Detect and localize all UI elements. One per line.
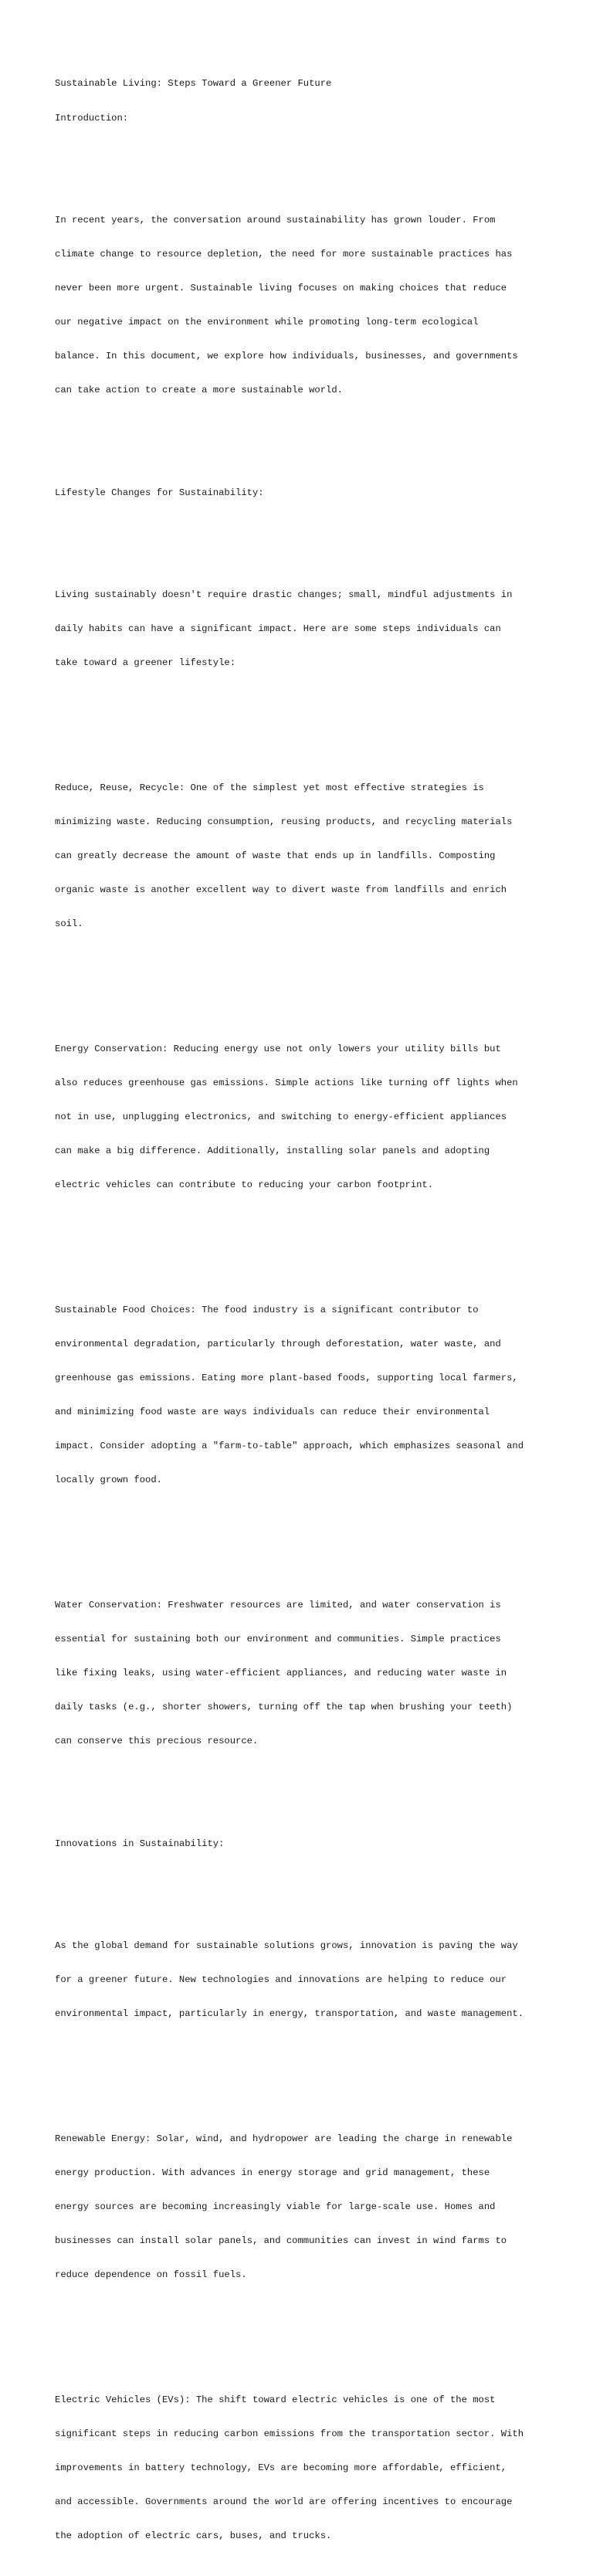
paragraph-line: also reduces greenhouse gas emissions. Simple actions like turning off lights when xyxy=(55,1077,518,1088)
paragraph-line: can make a big difference. Additionally, installing solar panels and adopting xyxy=(55,1145,490,1157)
paragraph-line: balance. In this document, we explore how individuals, businesses, and governments xyxy=(55,351,518,362)
innovations-heading: Innovations in Sustainability: xyxy=(55,1838,225,1849)
paragraph-line: Electric Vehicles (EVs): The shift toward electric vehicles is one of the most xyxy=(55,2394,496,2406)
paragraph-line: like fixing leaks, using water-efficient appliances, and reducing water waste in xyxy=(55,1668,507,1679)
paragraph-line: businesses can install solar panels, and communities can invest in wind farms to xyxy=(55,2235,507,2247)
paragraph-line: daily tasks (e.g., shorter showers, turning off the tap when brushing your teeth) xyxy=(55,1702,513,1713)
paragraph-line: Reduce, Reuse, Recycle: One of the simplest yet most effective strategies is xyxy=(55,782,484,793)
paragraph-line: energy sources are becoming increasingly viable for large-scale use. Homes and xyxy=(55,2201,496,2213)
paragraph-line: reduce dependence on fossil fuels. xyxy=(55,2269,247,2281)
paragraph-line: locally grown food. xyxy=(55,1475,162,1486)
paragraph-line: minimizing waste. Reducing consumption, reusing products, and recycling materials xyxy=(55,816,513,827)
paragraph-line: In recent years, the conversation around sustainability has grown louder. From xyxy=(55,214,496,226)
paragraph-line: and accessible. Governments around the world are offering incentives to encourage xyxy=(55,2496,513,2508)
paragraph-line: not in use, unplugging electronics, and switching to energy-efficient appliances xyxy=(55,1112,507,1123)
intro-heading: Introduction: xyxy=(55,112,129,124)
innovations-intro-paragraph xyxy=(55,1918,549,2043)
paragraph-line: our negative impact on the environment while promoting long-term ecological xyxy=(55,317,479,328)
paragraph-line: significant steps in reducing carbon emissions from the transportation sector. With xyxy=(55,2428,524,2440)
lifestyle-heading: Lifestyle Changes for Sustainability: xyxy=(55,487,264,498)
document-title: Sustainable Living: Steps Toward a Greener Future xyxy=(55,78,332,90)
water-conservation-paragraph xyxy=(55,1577,549,1770)
paragraph-line: electric vehicles can contribute to reducing your carbon footprint. xyxy=(55,1179,434,1191)
paragraph-line: Sustainable Food Choices: The food industry is a significant contributor to xyxy=(55,1304,479,1315)
paragraph-line: Living sustainably doesn't require drastic changes; small, mindful adjustments in xyxy=(55,589,513,600)
paragraph-line: Energy Conservation: Reducing energy use not only lowers your utility bills but xyxy=(55,1043,501,1054)
paragraph-line: never been more urgent. Sustainable living focuses on making choices that reduce xyxy=(55,282,507,294)
paragraph-line: can conserve this precious resource. xyxy=(55,1736,259,1747)
paragraph-line: daily habits can have a significant impact. Here are some steps individuals can xyxy=(55,623,501,634)
paragraph-line: can greatly decrease the amount of waste that ends up in landfills. Composting xyxy=(55,850,496,861)
paragraph-line: take toward a greener lifestyle: xyxy=(55,657,236,669)
paragraph-line: As the global demand for sustainable solutions grows, innovation is paving the way xyxy=(55,1940,518,1952)
energy-conservation-paragraph xyxy=(55,1020,549,1213)
paragraph-line: the adoption of electric cars, buses, and trucks. xyxy=(55,2530,332,2542)
lifestyle-intro-paragraph xyxy=(55,566,549,691)
paragraph-line: environmental impact, particularly in energy, transportation, and waste management. xyxy=(55,2008,524,2020)
paragraph-line: for a greener future. New technologies and innovations are helping to reduce our xyxy=(55,1974,507,1986)
paragraph-line: Renewable Energy: Solar, wind, and hydropower are leading the charge in renewable xyxy=(55,2133,513,2144)
sustainable-food-paragraph xyxy=(55,1282,549,1509)
paragraph-line: greenhouse gas emissions. Eating more plant-based foods, supporting local farmers, xyxy=(55,1373,518,1384)
paragraph-line: can take action to create a more sustainable world. xyxy=(55,385,343,396)
paragraph-line: energy production. With advances in energy storage and grid management, these xyxy=(55,2167,490,2179)
reduce-reuse-recycle-paragraph xyxy=(55,759,549,952)
intro-paragraph xyxy=(55,192,549,419)
paragraph-line: and minimizing food waste are ways individuals can reduce their environmental xyxy=(55,1407,490,1418)
paragraph-line: Water Conservation: Freshwater resources are limited, and water conservation is xyxy=(55,1600,501,1611)
paragraph-line: impact. Consider adopting a "farm-to-table" approach, which emphasizes seasonal and xyxy=(55,1441,524,1452)
renewable-energy-paragraph xyxy=(55,2111,549,2304)
document-page xyxy=(55,56,549,2576)
paragraph-line: essential for sustaining both our environment and communities. Simple practices xyxy=(55,1634,501,1645)
paragraph-line: organic waste is another excellent way to divert waste from landfills and enrich xyxy=(55,884,507,896)
paragraph-line: environmental degradation, particularly through deforestation, water waste, and xyxy=(55,1339,501,1349)
paragraph-line: improvements in battery technology, EVs are becoming more affordable, efficient, xyxy=(55,2462,507,2474)
paragraph-line: climate change to resource depletion, the need for more sustainable practices has xyxy=(55,248,513,260)
electric-vehicles-paragraph xyxy=(55,2372,549,2565)
paragraph-line: soil. xyxy=(55,918,83,930)
